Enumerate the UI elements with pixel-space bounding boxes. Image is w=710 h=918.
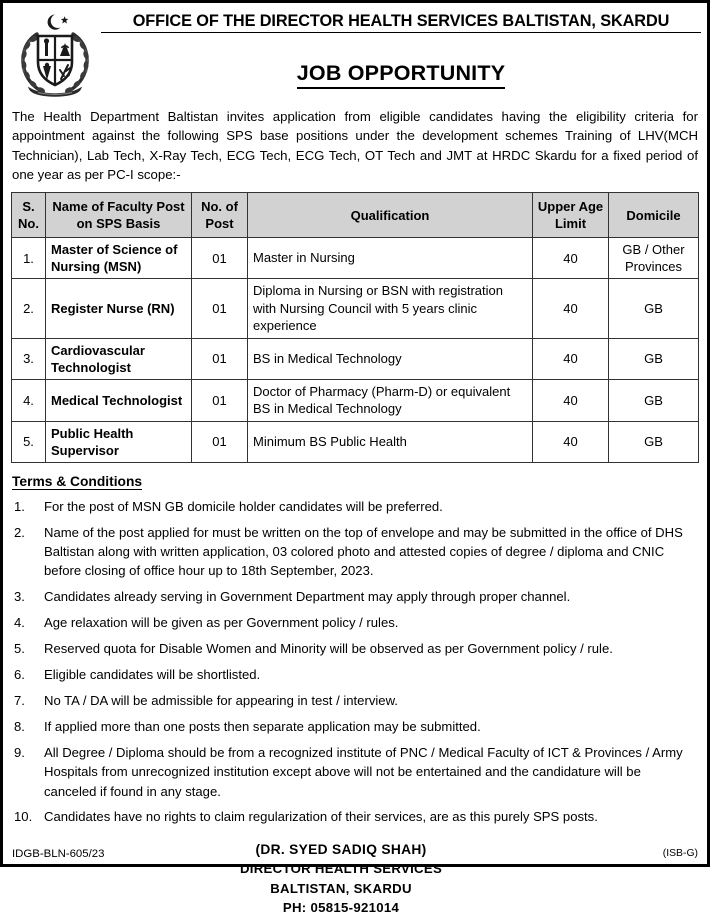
office-title: OFFICE OF THE DIRECTOR HEALTH SERVICES BALTISTAN, SKARDU <box>101 12 701 33</box>
signatory-name: (DR. SYED SADIQ SHAH) <box>255 841 427 857</box>
term-text: For the post of MSN GB domicile holder candidates will be preferred. <box>44 498 443 514</box>
term-text: Reserved quota for Disable Women and Minority will be observed as per Government policy / rule. <box>44 641 613 657</box>
cell-no-of-post: 01 <box>192 279 248 339</box>
document-footer <box>3 848 707 860</box>
column-header-domicile: Domicile <box>609 193 699 238</box>
cell-domicile: GB <box>609 338 699 379</box>
intro-paragraph: The Health Department Baltistan invites application from eligible candidates having the eligibility criteria for appointment against the following SPS base positions under the development schemes Training of LHV(MCH Technician), Lab Tech, X-Ray Tech, ECG Tech, ECG Tech, OT Tech and JMT at HRDC Skardu for a fixed period of one year as per PC-I scope:- <box>12 109 698 182</box>
list-item <box>12 639 698 658</box>
list-item <box>12 523 698 581</box>
term-number: 3. <box>14 589 25 605</box>
table-row <box>12 238 699 279</box>
term-text: Candidates have no rights to claim regularization of their services, are as this purely SPS posts. <box>44 809 598 825</box>
posts-table-wrap <box>3 184 707 463</box>
list-item <box>12 717 698 736</box>
list-item <box>12 613 698 632</box>
cell-qualification: Master in Nursing <box>248 238 533 279</box>
term-number: 6. <box>14 667 25 683</box>
cell-age-limit: 40 <box>533 421 609 462</box>
list-item <box>12 497 698 516</box>
cell-sno: 5. <box>12 421 46 462</box>
cell-age-limit: 40 <box>533 238 609 279</box>
terms-title: Terms & Conditions <box>12 473 143 489</box>
term-number: 4. <box>14 615 25 631</box>
banner-title-wrap <box>101 61 701 89</box>
cell-age-limit: 40 <box>533 279 609 339</box>
column-header-qualification: Qualification <box>248 193 533 238</box>
cell-post-name: Cardiovascular Technologist <box>46 338 192 379</box>
cell-no-of-post: 01 <box>192 238 248 279</box>
cell-post-name: Medical Technologist <box>46 379 192 421</box>
term-text: Age relaxation will be given as per Government policy / rules. <box>44 615 399 631</box>
term-text: Candidates already serving in Government Department may apply through proper channel. <box>44 589 571 605</box>
cell-sno: 4. <box>12 379 46 421</box>
document-header <box>3 3 707 103</box>
table-row <box>12 279 699 339</box>
term-number: 8. <box>14 718 25 734</box>
cell-domicile: GB <box>609 379 699 421</box>
signatory-designation: DIRECTOR HEALTH SERVICES <box>239 861 443 877</box>
table-row <box>12 421 699 462</box>
list-item <box>12 691 698 710</box>
cell-domicile: GB <box>609 279 699 339</box>
list-item <box>12 665 698 684</box>
cell-no-of-post: 01 <box>192 338 248 379</box>
cell-qualification: Doctor of Pharmacy (Pharm-D) or equivalent BS in Medical Technology <box>248 379 533 421</box>
terms-list <box>12 497 698 827</box>
cell-sno: 2. <box>12 279 46 339</box>
term-number: 7. <box>14 692 25 708</box>
posts-table-body <box>12 238 699 463</box>
signatory-location: BALTISTAN, SKARDU <box>270 880 412 896</box>
term-number: 2. <box>14 524 25 540</box>
cell-post-name: Public Health Supervisor <box>46 421 192 462</box>
cell-age-limit: 40 <box>533 338 609 379</box>
column-header-post-name: Name of Faculty Post on SPS Basis <box>46 193 192 238</box>
cell-post-name: Register Nurse (RN) <box>46 279 192 339</box>
list-item <box>12 807 698 826</box>
term-text: Name of the post applied for must be written on the top of envelope and may be submitted in the office of DHS Baltistan along with written application, 03 colored photo and attested copies of degree / diploma and CNIC before closing of office hour up to 18th September, 2023. <box>44 524 683 579</box>
term-number: 9. <box>14 744 25 760</box>
table-row <box>12 379 699 421</box>
posts-table <box>11 192 699 463</box>
footer-reference: IDGB-BLN-605/23 <box>12 848 105 860</box>
term-text: Eligible candidates will be shortlisted. <box>44 667 261 683</box>
table-header-row <box>12 193 699 238</box>
column-header-age-limit: Upper Age Limit <box>533 193 609 238</box>
cell-post-name: Master of Science of Nursing (MSN) <box>46 238 192 279</box>
term-text: No TA / DA will be admissible for appearing in test / interview. <box>44 692 398 708</box>
term-text: All Degree / Diploma should be from a recognized institute of PNC / Medical Faculty of ICT & Provinces / Army Hospitals from unrecognized institution except above will not be entertained and the candidature will be canceled if found in any stage. <box>44 744 683 799</box>
signatory-phone: PH: 05815-921014 <box>282 900 400 916</box>
cell-domicile: GB <box>609 421 699 462</box>
cell-qualification: Minimum BS Public Health <box>248 421 533 462</box>
column-header-no-of-post: No. of Post <box>192 193 248 238</box>
terms-section <box>3 463 707 827</box>
cell-domicile: GB / Other Provinces <box>609 238 699 279</box>
term-text: If applied more than one posts then separate application may be submitted. <box>44 718 481 734</box>
footer-code: (ISB-G) <box>662 848 698 859</box>
term-number: 10. <box>14 809 33 825</box>
cell-sno: 3. <box>12 338 46 379</box>
pakistan-state-emblem-icon <box>9 8 101 102</box>
list-item <box>12 587 698 606</box>
header-text-block <box>101 8 701 89</box>
cell-qualification: Diploma in Nursing or BSN with registration with Nursing Council with 5 years clinic experience <box>248 279 533 339</box>
cell-qualification: BS in Medical Technology <box>248 338 533 379</box>
column-header-sno: S. No. <box>12 193 46 238</box>
banner-title: JOB OPPORTUNITY <box>297 61 505 89</box>
table-row <box>12 338 699 379</box>
cell-no-of-post: 01 <box>192 379 248 421</box>
cell-sno: 1. <box>12 238 46 279</box>
cell-no-of-post: 01 <box>192 421 248 462</box>
term-number: 5. <box>14 641 25 657</box>
cell-age-limit: 40 <box>533 379 609 421</box>
list-item <box>12 743 698 801</box>
term-number: 1. <box>14 498 25 514</box>
